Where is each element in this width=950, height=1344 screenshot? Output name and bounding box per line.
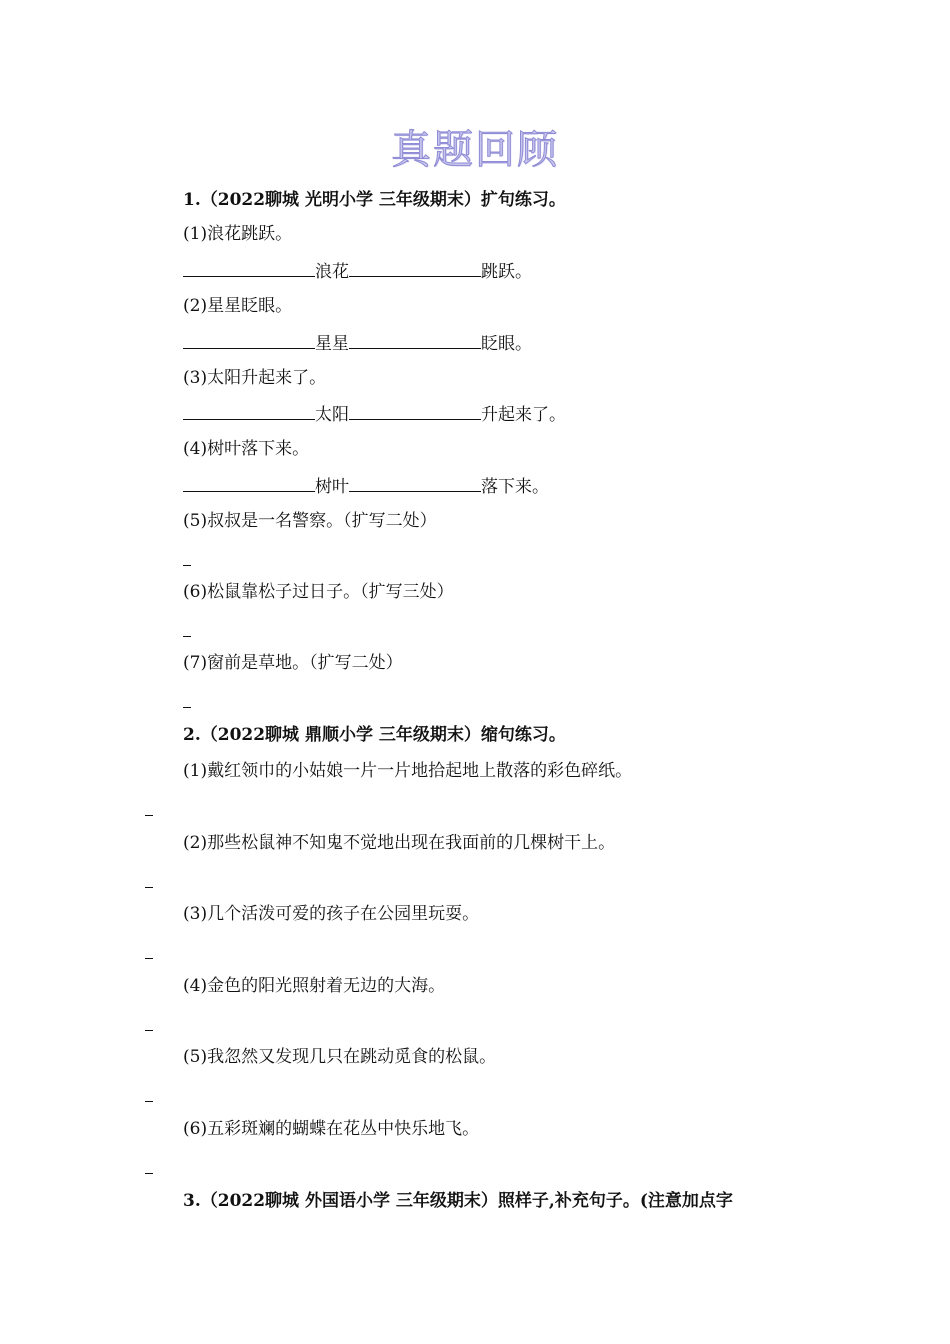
answer-blank[interactable] — [349, 331, 481, 349]
q1-item-7-prompt: (7)窗前是草地。（扩写二处） — [183, 653, 403, 673]
q1-item-4-prompt: (4)树叶落下来。 — [183, 439, 310, 459]
answer-blank[interactable] — [349, 259, 481, 277]
answer-blank[interactable] — [349, 402, 481, 420]
q2-item-3-prompt: (3)几个活泼可爱的孩子在公园里玩耍。 — [183, 904, 480, 924]
q1-item-2-prompt: (2)星星眨眼。 — [183, 296, 293, 316]
q1-item-5-prompt: (5)叔叔是一名警察。（扩写二处） — [183, 511, 437, 531]
q2-item-5-prompt: (5)我忽然又发现几只在跳动觅食的松鼠。 — [183, 1047, 497, 1067]
answer-blank[interactable] — [349, 474, 481, 492]
q1-item-1-prompt: (1)浪花跳跃。 — [183, 224, 293, 244]
answer-blank[interactable] — [183, 474, 315, 492]
answer-blank[interactable] — [145, 958, 153, 959]
q2-item-6-prompt: (6)五彩斑斓的蝴蝶在花丛中快乐地飞。 — [183, 1119, 480, 1139]
question-1-heading: 1.（2022聊城 光明小学 三年级期末）扩句练习。 — [183, 190, 566, 210]
answer-blank[interactable] — [183, 707, 191, 708]
answer-blank[interactable] — [145, 1173, 153, 1174]
q1-item-3-prompt: (3)太阳升起来了。 — [183, 368, 327, 388]
answer-blank[interactable] — [183, 259, 315, 277]
q1-item-6-prompt: (6)松鼠靠松子过日子。（扩写三处） — [183, 582, 454, 602]
question-3-heading: 3.（2022聊城 外国语小学 三年级期末）照样子,补充句子。(注意加点字 — [183, 1191, 733, 1211]
page-title: 真题回顾 — [391, 127, 559, 173]
answer-blank[interactable] — [145, 1101, 153, 1102]
answer-blank[interactable] — [145, 1030, 153, 1031]
answer-blank[interactable] — [183, 565, 191, 566]
answer-blank[interactable] — [183, 402, 315, 420]
q1-item-1-answer-line: 浪花 跳跃。 — [183, 259, 532, 283]
q2-item-4-prompt: (4)金色的阳光照射着无边的大海。 — [183, 976, 446, 996]
answer-blank[interactable] — [183, 636, 191, 637]
answer-blank[interactable] — [183, 331, 315, 349]
answer-blank[interactable] — [145, 887, 153, 888]
q1-item-2-answer-line: 星星 眨眼。 — [183, 331, 532, 355]
q2-item-1-prompt: (1)戴红领巾的小姑娘一片一片地拾起地上散落的彩色碎纸。 — [183, 761, 633, 781]
q1-item-4-answer-line: 树叶 落下来。 — [183, 474, 549, 498]
q1-item-3-answer-line: 太阳 升起来了。 — [183, 402, 566, 426]
q2-item-2-prompt: (2)那些松鼠神不知鬼不觉地出现在我面前的几棵树干上。 — [183, 833, 616, 853]
question-2-heading: 2.（2022聊城 鼎顺小学 三年级期末）缩句练习。 — [183, 725, 566, 745]
answer-blank[interactable] — [145, 815, 153, 816]
